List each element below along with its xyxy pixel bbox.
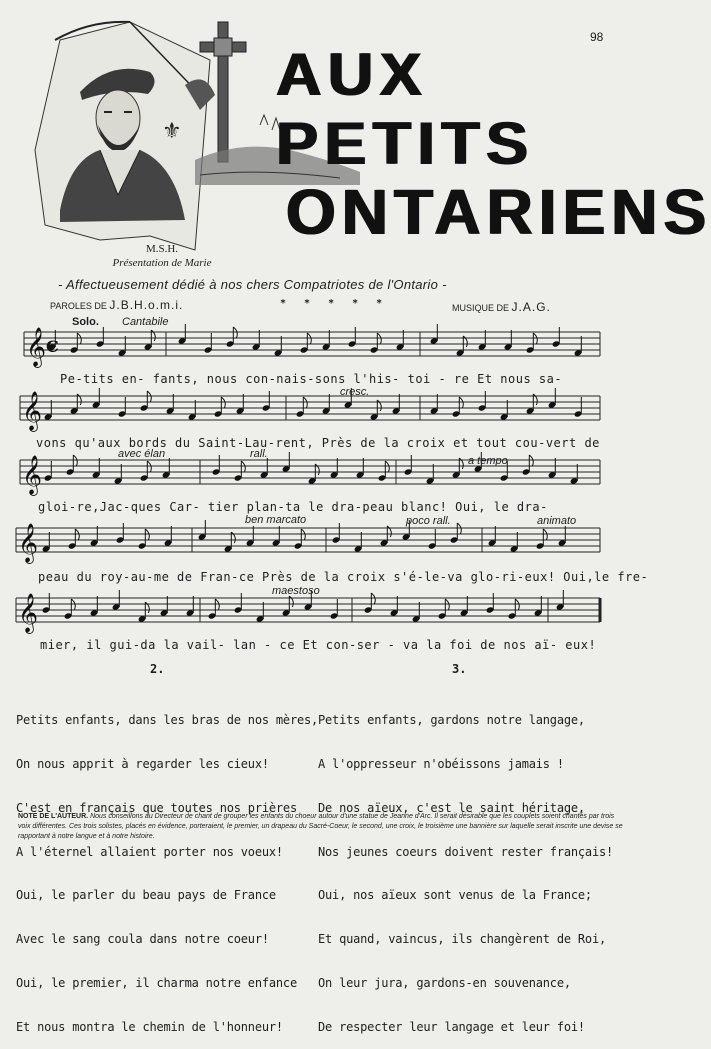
stanza-2-line: Oui, le premier, il charma notre enfance <box>16 975 297 990</box>
staff <box>20 388 600 432</box>
common-time-icon: C <box>46 337 59 356</box>
musique-label: MUSIQUE DE <box>452 303 510 313</box>
tempo-avec-elan: avec élan <box>118 448 166 460</box>
treble-clef-icon: 𝄞 <box>26 327 47 367</box>
illustration-caption <box>112 242 212 270</box>
tempo-a-tempo: a tempo <box>468 455 508 467</box>
note-flag <box>147 391 151 402</box>
tempo-ben-marcato: ben marcato <box>245 514 307 526</box>
music-credit <box>452 300 551 314</box>
stanza-3-line: Petits enfants, gardons notre langage, <box>318 713 585 728</box>
lyrics-credit <box>50 298 183 312</box>
paroles-author: J.B.H.o.m.i. <box>109 298 184 312</box>
stanza-3-line: De respecter leur langage et leur foi! <box>318 1019 585 1034</box>
stanza-3 <box>318 684 613 1049</box>
stanza-3-line: Nos jeunes coeurs doivent rester français! <box>318 844 614 859</box>
lyric-line-5: mier, il gui-da la vail- lan - ce Et con-ser - va la foi de nos aï- eux! <box>40 638 597 652</box>
note-flag <box>543 529 547 540</box>
note-flag <box>221 397 225 408</box>
note-flag <box>77 333 81 344</box>
stanza-3-line: On leur jura, gardons-en souvenance, <box>318 975 571 990</box>
staff <box>24 324 600 368</box>
page-number: 98 <box>590 30 604 44</box>
note-flag <box>71 599 75 610</box>
dedication: - Affectueusement dédié à nos chers Compatriotes de l'Ontario - <box>58 277 447 292</box>
note-flag <box>445 599 449 610</box>
tempo-poco-rall: poco rall. <box>406 515 451 527</box>
stanza-2-line: Et nous montra le chemin de l'honneur! <box>16 1019 283 1034</box>
author-note <box>18 812 624 842</box>
tempo-cresc: cresc. <box>340 386 370 398</box>
note-flag <box>533 333 537 344</box>
note-flag <box>385 461 389 472</box>
note-flag <box>301 529 305 540</box>
stanza-2-number: 2. <box>150 662 165 676</box>
credit-stars: * * * * * <box>280 298 389 309</box>
stanza-2 <box>16 684 318 1049</box>
note-flag <box>73 455 77 466</box>
stanza-3-line: A l'oppresseur n'obéissons jamais ! <box>318 756 564 771</box>
note-flag <box>377 333 381 344</box>
caption-line-2: Présentation de Marie <box>112 257 212 269</box>
note-flag <box>241 461 245 472</box>
note-flag <box>307 333 311 344</box>
tempo-animato: animato <box>537 515 577 527</box>
musique-author: J.A.G. <box>511 300 551 314</box>
note-flag <box>147 461 151 472</box>
stanza-2-line: A l'éternel allaient porter nos voeux! <box>16 844 283 859</box>
note-text: Nous conseillons au Directeur de chant de grouper les enfants du choeur autour d'une statue de Jeanne d'Arc. Il serait désirable que les couplets soient chantés par trois voix différentes. Ces trois solistes, placés en évidence, porteraient, le premier, un drapeau du Sacré-Coeur, le second, une croix, le troisième une bannière sur laquelle serait inscrite une devise se rapportant à notre langue et à notre histoire. <box>18 813 623 840</box>
stanza-2-line: On nous apprit à regarder les cieux! <box>16 756 269 771</box>
stanza-3-line: Oui, nos aïeux sont venus de la France; <box>318 888 592 903</box>
paroles-label: PAROLES DE <box>50 301 107 311</box>
note-flag <box>303 397 307 408</box>
tempo-solo: Solo. <box>72 316 99 328</box>
note-flag <box>145 529 149 540</box>
treble-clef-icon: 𝄞 <box>22 455 43 495</box>
note-flag <box>459 397 463 408</box>
note-flag <box>457 523 461 534</box>
stanza-2-line: Avec le sang coula dans notre coeur! <box>16 932 269 947</box>
tempo-maestoso: maestoso <box>272 585 320 597</box>
title-line-2: ONTARIENS <box>285 176 711 248</box>
note-flag <box>215 599 219 610</box>
lyric-line-1: Pe-tits en- fants, nous con-nais-sons l'his- toi - re Et nous sa- <box>60 372 563 386</box>
treble-clef-icon: 𝄞 <box>18 593 39 633</box>
tempo-cantabile: Cantabile <box>122 316 169 328</box>
note-flag <box>75 529 79 540</box>
stanza-2-line: Petits enfants, dans les bras de nos mères, <box>16 713 319 728</box>
lyric-line-2: vons qu'aux bords du Saint-Lau-rent, Près de la croix et tout cou-vert de <box>36 436 600 450</box>
lyric-line-3: gloi-re,Jac-ques Car- tier plan-ta le dra-peau blanc! Oui, le dra- <box>38 500 548 514</box>
stanza-3-line: Et quand, vaincus, ils changèrent de Roi, <box>318 932 607 947</box>
note-flag <box>233 327 237 338</box>
stanza-2-line: Oui, le parler du beau pays de France <box>16 888 276 903</box>
stanza-3-number: 3. <box>452 662 467 676</box>
staff <box>20 452 600 496</box>
tempo-rall-1: rall. <box>250 448 268 460</box>
note-flag <box>529 455 533 466</box>
treble-clef-icon: 𝄞 <box>18 523 39 563</box>
caption-line-1: M.S.H. <box>145 243 179 255</box>
title-line-1: AUX PETITS <box>275 41 534 177</box>
stanza-3-line: De nos aïeux, c'est le saint héritage, <box>318 800 585 815</box>
treble-clef-icon: 𝄞 <box>22 391 43 431</box>
note-flag <box>371 593 375 604</box>
svg-text:⚜: ⚜ <box>162 119 182 144</box>
stanza-2-line: C'est en français que toutes nos prières <box>16 800 297 815</box>
lyric-line-4: peau du roy-au-me de Fran-ce Près de la croix s'é-le-va glo-ri-eux! Oui,le fre- <box>38 570 649 584</box>
note-flag <box>515 599 519 610</box>
note-label: NOTE DE L'AUTEUR. <box>18 813 89 820</box>
staff <box>16 520 600 564</box>
